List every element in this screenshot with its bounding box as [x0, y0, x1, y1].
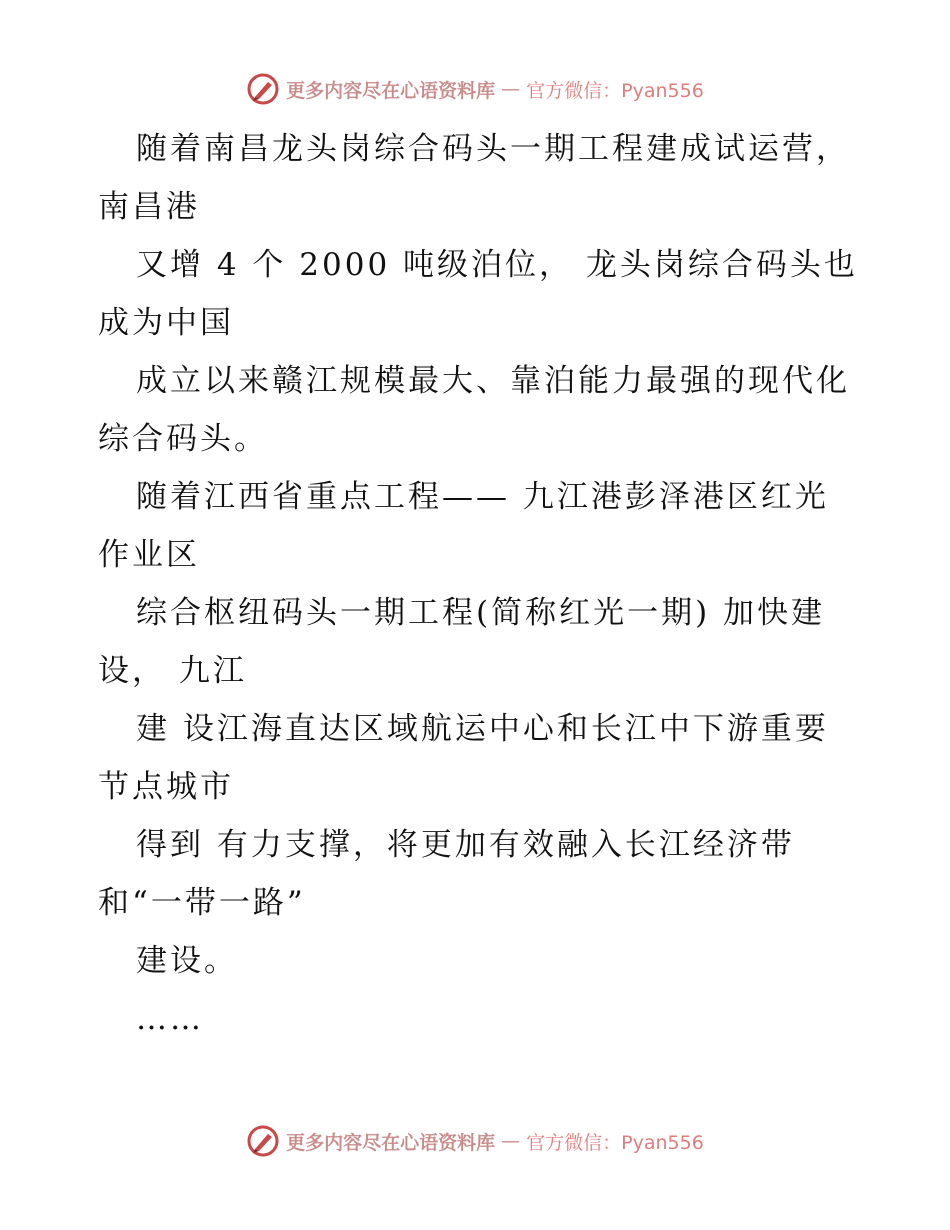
watermark-main-text: 更多内容尽在心语资料库 — [286, 1131, 496, 1154]
paragraph-9: …… — [136, 1001, 204, 1037]
header-watermark — [0, 72, 950, 106]
pen-logo-icon — [246, 1124, 280, 1158]
watermark-main-text: 更多内容尽在心语资料库 — [286, 79, 496, 102]
paragraph-1: 随着南昌龙头岗综合码头一期工程建成试运营，南昌港 — [98, 131, 850, 225]
paragraph-8: 建设。 — [136, 943, 238, 979]
paragraph-7: 得到 有力支撑，将更加有效融入长江经济带 和“一带一路” — [98, 827, 795, 921]
watermark-wechat: 官方微信：Pyan556 — [526, 79, 704, 102]
watermark-separator: — — [501, 1130, 521, 1152]
paragraph-3: 成立以来赣江规模最大、靠泊能力最强的现代化综合码头。 — [98, 363, 850, 457]
watermark-wechat: 官方微信：Pyan556 — [526, 1131, 704, 1154]
pen-logo-icon — [246, 72, 280, 106]
paragraph-6: 建 设江海直达区域航运中心和长江中下游重要节点城市 — [98, 711, 829, 805]
document-body — [98, 120, 858, 1048]
watermark-separator: — — [501, 78, 521, 100]
paragraph-4: 随着江西省重点工程—— 九江港彭泽港区红光作业区 — [98, 479, 829, 573]
paragraph-2: 又增 4 个 2000 吨级泊位， 龙头岗综合码头也成为中国 — [98, 247, 858, 341]
paragraph-5: 综合枢纽码头一期工程(简称红光一期) 加快建设， 九江 — [98, 595, 826, 689]
footer-watermark — [0, 1124, 950, 1158]
